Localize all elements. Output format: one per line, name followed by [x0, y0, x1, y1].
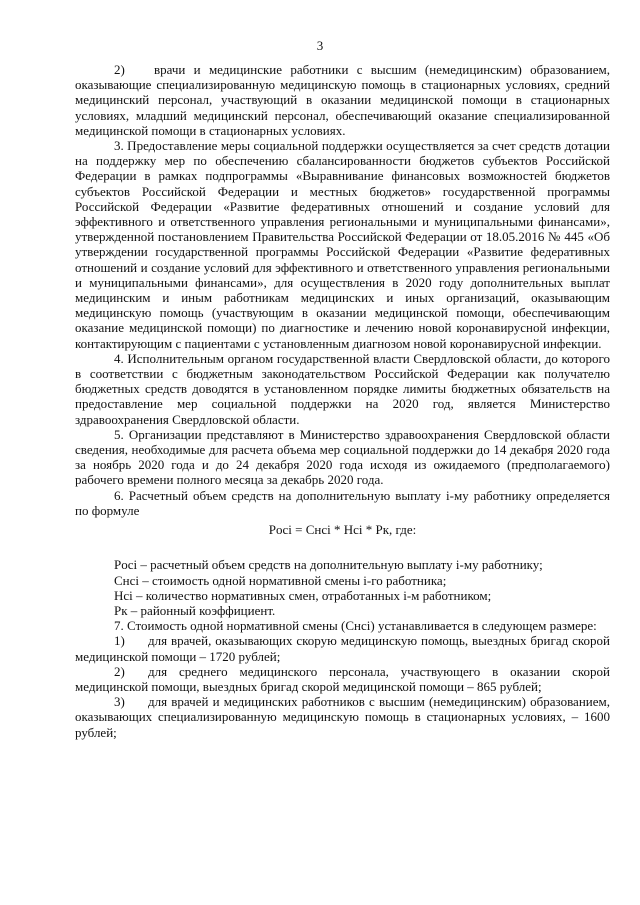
definition-item: Нсі – количество нормативных смен, отработанных і-м работником;	[114, 587, 492, 603]
list-item-number: 3)	[114, 694, 125, 710]
definition-item: Рк – районный коэффициент.	[114, 602, 276, 618]
list-item-text: для врачей и медицинских работников с высшим (немедицинским) образованием, оказывающих специализированную медицинскую помощь в стационарных условиях, – 1600 рублей;	[75, 694, 610, 740]
page-number: 3	[316, 38, 324, 53]
formula: Рocі = Снсі * Нсі * Рк, где:	[268, 522, 417, 538]
definition-item: Рocі – расчетный объем средств на дополнительную выплату і-му работнику;	[114, 557, 543, 573]
paragraph-4: 4. Исполнительным органом государственной власти Свердловской области, до которого в соответствии с бюджетным законодательством Российской Федерации как получателю бюджетных средств доводятся в установленном порядке лимиты бюджетных обязательств на предоставление мер социальной поддержки на 2020 год, является Министерство здравоохранения Свердловской области.	[75, 350, 610, 427]
rate-item-3	[75, 694, 610, 740]
list-item-text: для врачей, оказывающих скорую медицинскую помощь, выездных бригад скорой медицинской помощи – 1720 рублей;	[75, 633, 610, 664]
list-item-text: для среднего медицинского персонала, участвующего в оказании скорой медицинской помощи, выездных бригад скорой медицинской помощи – 865 рублей;	[75, 663, 610, 694]
rate-item-1	[75, 633, 610, 663]
paragraph-6: 6. Расчетный объем средств на дополнительную выплату i-му работнику определяется по формуле	[75, 487, 610, 518]
list-item-number: 2)	[114, 663, 125, 679]
document-body	[75, 62, 610, 740]
list-item-text: врачи и медицинские работники с высшим (немедицинским) образованием, оказывающие специализированную медицинскую помощь в стационарных условиях, средний медицинский персонал, участвующий в оказании медицинской помощи в стационарных условиях, младший медицинский персонал, обеспечивающий оказание специализированной медицинской помощи в стационарных условиях.	[75, 62, 610, 138]
paragraph-3: 3. Предоставление меры социальной поддержки осуществляется за счет средств дотации на поддержку мер по обеспечению сбалансированности бюджетов субъектов Российской Федерации в рамках подпрограммы «Выравнивание финансовых возможностей бюджетов субъектов Российской Федерации и местных бюджетов» государственной программы Российской Федерации «Развитие федеративных отношений и создание условий для эффективного и ответственного управления региональными и муниципальными финансами», утвержденной постановлением Правительства Российской Федерации от 18.05.2016 № 445 «Об утверждении государственной программы Российской Федерации «Развитие федеративных отношений и создание условий для эффективного и ответственного управления региональными и муниципальными финансами», для осуществления в 2020 году дополнительных выплат медицинским и иным работникам медицинских и иных организаций, оказывающим медицинскую помощь (участвующим в оказании медицинской помощи, обеспечивающим оказание медицинской помощи) по диагностике и лечению новой коронавирусной инфекции, контактирующим с пациентами с установленным диагнозом новой коронавирусной инфекции.	[75, 138, 610, 351]
list-item-2	[75, 62, 610, 138]
rate-item-2	[75, 664, 610, 694]
paragraph-7: 7. Стоимость одной нормативной смены (Снсі) устанавливается в следующем размере:	[114, 618, 597, 634]
definition-item: Снсі – стоимость одной нормативной смены і-го работника;	[114, 572, 447, 588]
list-item-number: 1)	[114, 633, 125, 649]
paragraph-5: 5. Организации представляют в Министерство здравоохранения Свердловской области сведения, необходимые для расчета объема мер социальной поддержки до 14 декабря 2020 года за ноябрь 2020 года и до 24 декабря 2020 года исходя из ожидаемого (предполагаемого) рабочего времени полного месяца за декабрь 2020 года.	[75, 426, 610, 488]
list-item-number: 2)	[114, 62, 125, 77]
